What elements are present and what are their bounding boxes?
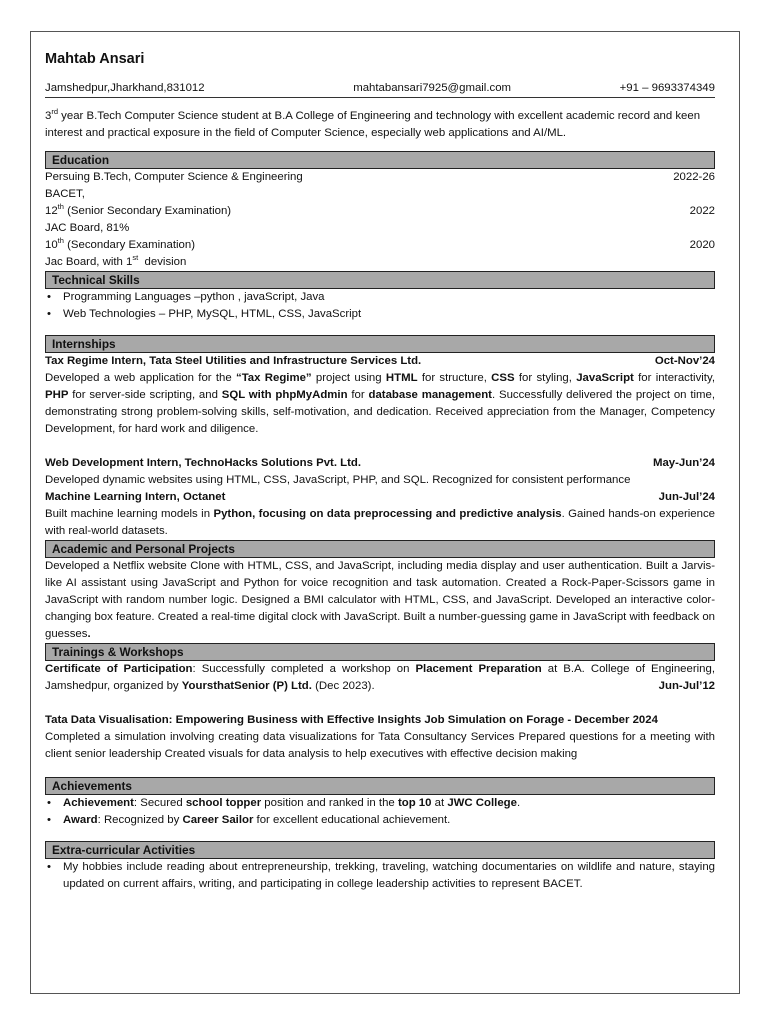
candidate-name: Mahtab Ansari bbox=[45, 51, 145, 67]
skills-list bbox=[45, 289, 715, 323]
section-internships: Internships bbox=[45, 335, 715, 353]
internship-ml-desc: Built machine learning models in Python, focusing on data preprocessing and predictive analysis. Gained hands-on experience with real-world datasets. bbox=[45, 508, 715, 537]
education-btech-college: BACET, bbox=[45, 188, 85, 200]
internship-webdev-header: Web Development Intern, TechnoHacks Solutions Pvt. Ltd. May-Jun’24 bbox=[45, 457, 715, 469]
training-tata-title: Tata Data Visualisation: Empowering Business with Effective Insights Job Simulation on Forage - December 2024 bbox=[45, 714, 658, 726]
achievements-list bbox=[45, 795, 715, 829]
phone: +91 – 9693374349 bbox=[619, 82, 715, 94]
section-education: Education bbox=[45, 151, 715, 169]
training-tata-desc: Completed a simulation involving creating data visualizations for Tata Consultancy Services Prepared questions for a meeting with client senior leadership Created visuals for data analysis to help executives with effective decision making bbox=[45, 731, 715, 760]
education-twelfth: 12th (Senior Secondary Examination) 2022 bbox=[45, 202, 715, 217]
education-tenth-board: Jac Board, with 1st devision bbox=[45, 253, 187, 268]
resume-page bbox=[30, 31, 740, 994]
list-item: • Achievement: Secured school topper position and ranked in the top 10 at JWC College. bbox=[45, 795, 715, 812]
email: mahtabansari7925@gmail.com bbox=[353, 82, 512, 94]
projects-desc: Developed a Netflix website Clone with HTML, CSS, and JavaScript, including media display and user authentication. Built a Jarvis-like AI assistant using JavaScript and Python for voice recognition and task automation. Created a Rock-Paper-Scissors game in JavaScript with random number logic. Designed a BMI calculator with HTML, CSS, and JavaScript. Developed an interactive color-changing box feature. Created a real-time digital clock with JavaScript. Built a number-guessing game in JavaScript with feedback on guesses. bbox=[45, 560, 715, 640]
list-item: • Programming Languages –python , javaScript, Java bbox=[45, 289, 715, 306]
education-twelfth-board: JAC Board, 81% bbox=[45, 222, 130, 234]
education-list bbox=[45, 169, 715, 271]
extracurricular-list bbox=[45, 859, 715, 893]
education-tenth: 10th (Secondary Examination) 2020 bbox=[45, 236, 715, 251]
training-certificate: Certificate of Participation: Successfully completed a workshop on Placement Preparation at B.A. College of Engineering, Jamshedpur, organized by YoursthatSenior (P) Ltd. (Dec 2023). Jun-Jul’12 bbox=[45, 663, 715, 692]
education-btech: Persuing B.Tech, Computer Science & Engineering 2022-26 bbox=[45, 171, 715, 183]
section-trainings: Trainings & Workshops bbox=[45, 643, 715, 661]
location: Jamshedpur,Jharkhand,831012 bbox=[45, 82, 205, 94]
list-item: • Award: Recognized by Career Sailor for excellent educational achievement. bbox=[45, 812, 715, 829]
internship-tax-header: Tax Regime Intern, Tata Steel Utilities and Infrastructure Services Ltd. Oct-Nov’24 bbox=[45, 355, 715, 367]
header-divider bbox=[45, 97, 715, 98]
summary: 3rd year B.Tech Computer Science student at B.A College of Engineering and technology with excellent academic record and keen interest and practical exposure in the field of Computer Science, especially web applications and AI/ML. bbox=[45, 107, 701, 139]
internship-tax-desc: Developed a web application for the “Tax Regime” project using HTML for structure, CSS for styling, JavaScript for interactivity, PHP for server-side scripting, and SQL with phpMyAdmin for database management. Successfully delivered the project on time, demonstrating strong problem-solving skills, self-motivation, and dedication. Received appreciation from the Manager, Competency Development, for hard work and diligence. bbox=[45, 372, 716, 435]
section-extracurricular: Extra-curricular Activities bbox=[45, 841, 715, 859]
section-achievements: Achievements bbox=[45, 777, 715, 795]
section-technical-skills: Technical Skills bbox=[45, 271, 715, 289]
section-projects: Academic and Personal Projects bbox=[45, 540, 715, 558]
list-item: • Web Technologies – PHP, MySQL, HTML, CSS, JavaScript bbox=[45, 306, 715, 323]
contact-line bbox=[45, 80, 715, 96]
list-item: • My hobbies include reading about entrepreneurship, trekking, traveling, watching documentaries on wildlife and nature, staying updated on current affairs, writing, and participating in college leadership activities to represent BACET. bbox=[45, 859, 715, 893]
internship-ml-header: Machine Learning Intern, Octanet Jun-Jul’24 bbox=[45, 491, 715, 503]
internship-webdev-desc: Developed dynamic websites using HTML, CSS, JavaScript, PHP, and SQL. Recognized for consistent performance bbox=[45, 474, 631, 486]
resume-content bbox=[45, 48, 715, 893]
